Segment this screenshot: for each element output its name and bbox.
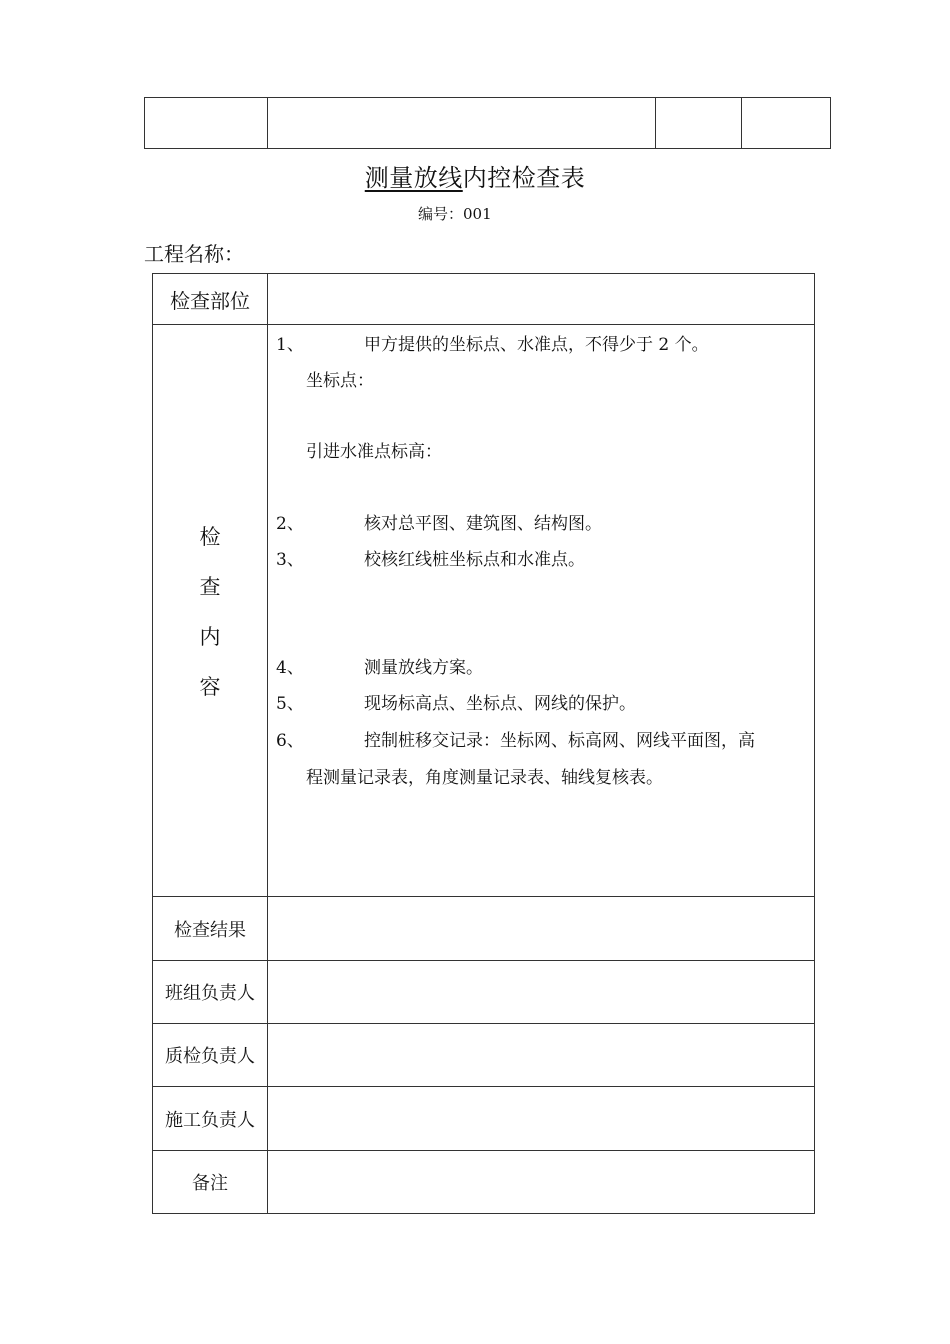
- row-qc-leader: [153, 1024, 815, 1087]
- project-name-label: 工程名称：: [144, 242, 244, 266]
- row-remarks: [153, 1151, 815, 1214]
- row-content: [153, 325, 815, 897]
- item-3: 3、 校核红线桩坐标点和水准点。: [276, 550, 585, 570]
- team-leader-label: 班组负责人: [153, 961, 268, 1024]
- page-title: [0, 158, 950, 193]
- content-label-char: 查: [199, 574, 221, 599]
- row-result: [153, 897, 815, 961]
- item-4: 4、 测量放线方案。: [276, 658, 483, 678]
- header-table: [144, 97, 831, 149]
- result-label: 检查结果: [153, 897, 268, 961]
- location-label: 检查部位: [153, 274, 268, 325]
- row-location: [153, 274, 815, 325]
- header-cell-1: [145, 98, 268, 149]
- item-6: 6、 控制桩移交记录：坐标网、标高网、网线平面图，高: [276, 731, 755, 751]
- level-label: 引进水准点标高：: [306, 442, 442, 462]
- content-cell: [268, 325, 815, 897]
- content-label-char: 容: [199, 674, 221, 699]
- qc-leader-value-cell[interactable]: [268, 1024, 815, 1087]
- header-cell-3: [656, 98, 742, 149]
- content-label: [153, 325, 268, 897]
- result-value-cell[interactable]: [268, 897, 815, 961]
- qc-leader-label: 质检负责人: [153, 1024, 268, 1087]
- content-label-char: 检: [199, 524, 221, 549]
- construction-leader-value-cell[interactable]: [268, 1087, 815, 1151]
- header-cell-4: [742, 98, 831, 149]
- item-1: 1、 甲方提供的坐标点、水准点，不得少于 2 个。: [276, 335, 709, 355]
- title-underlined: 测量放线: [364, 164, 463, 192]
- header-cell-2: [268, 98, 656, 149]
- remarks-value-cell[interactable]: [268, 1151, 815, 1214]
- coord-label: 坐标点：: [306, 371, 374, 391]
- remarks-label: 备注: [153, 1151, 268, 1214]
- title-rest: 内控检查表: [462, 164, 586, 192]
- construction-leader-label: 施工负责人: [153, 1087, 268, 1151]
- content-label-char: 内: [199, 624, 221, 649]
- doc-number: 编号：001: [418, 205, 492, 223]
- item-5: 5、 现场标高点、坐标点、网线的保护。: [276, 694, 636, 714]
- team-leader-value-cell[interactable]: [268, 961, 815, 1024]
- location-value-cell[interactable]: [268, 274, 815, 325]
- row-construction-leader: [153, 1087, 815, 1151]
- item-6-continued: 程测量记录表，角度测量记录表、轴线复核表。: [306, 768, 663, 788]
- row-team-leader: [153, 961, 815, 1024]
- inspection-table: [152, 273, 815, 1214]
- item-2: 2、 核对总平图、建筑图、结构图。: [276, 514, 602, 534]
